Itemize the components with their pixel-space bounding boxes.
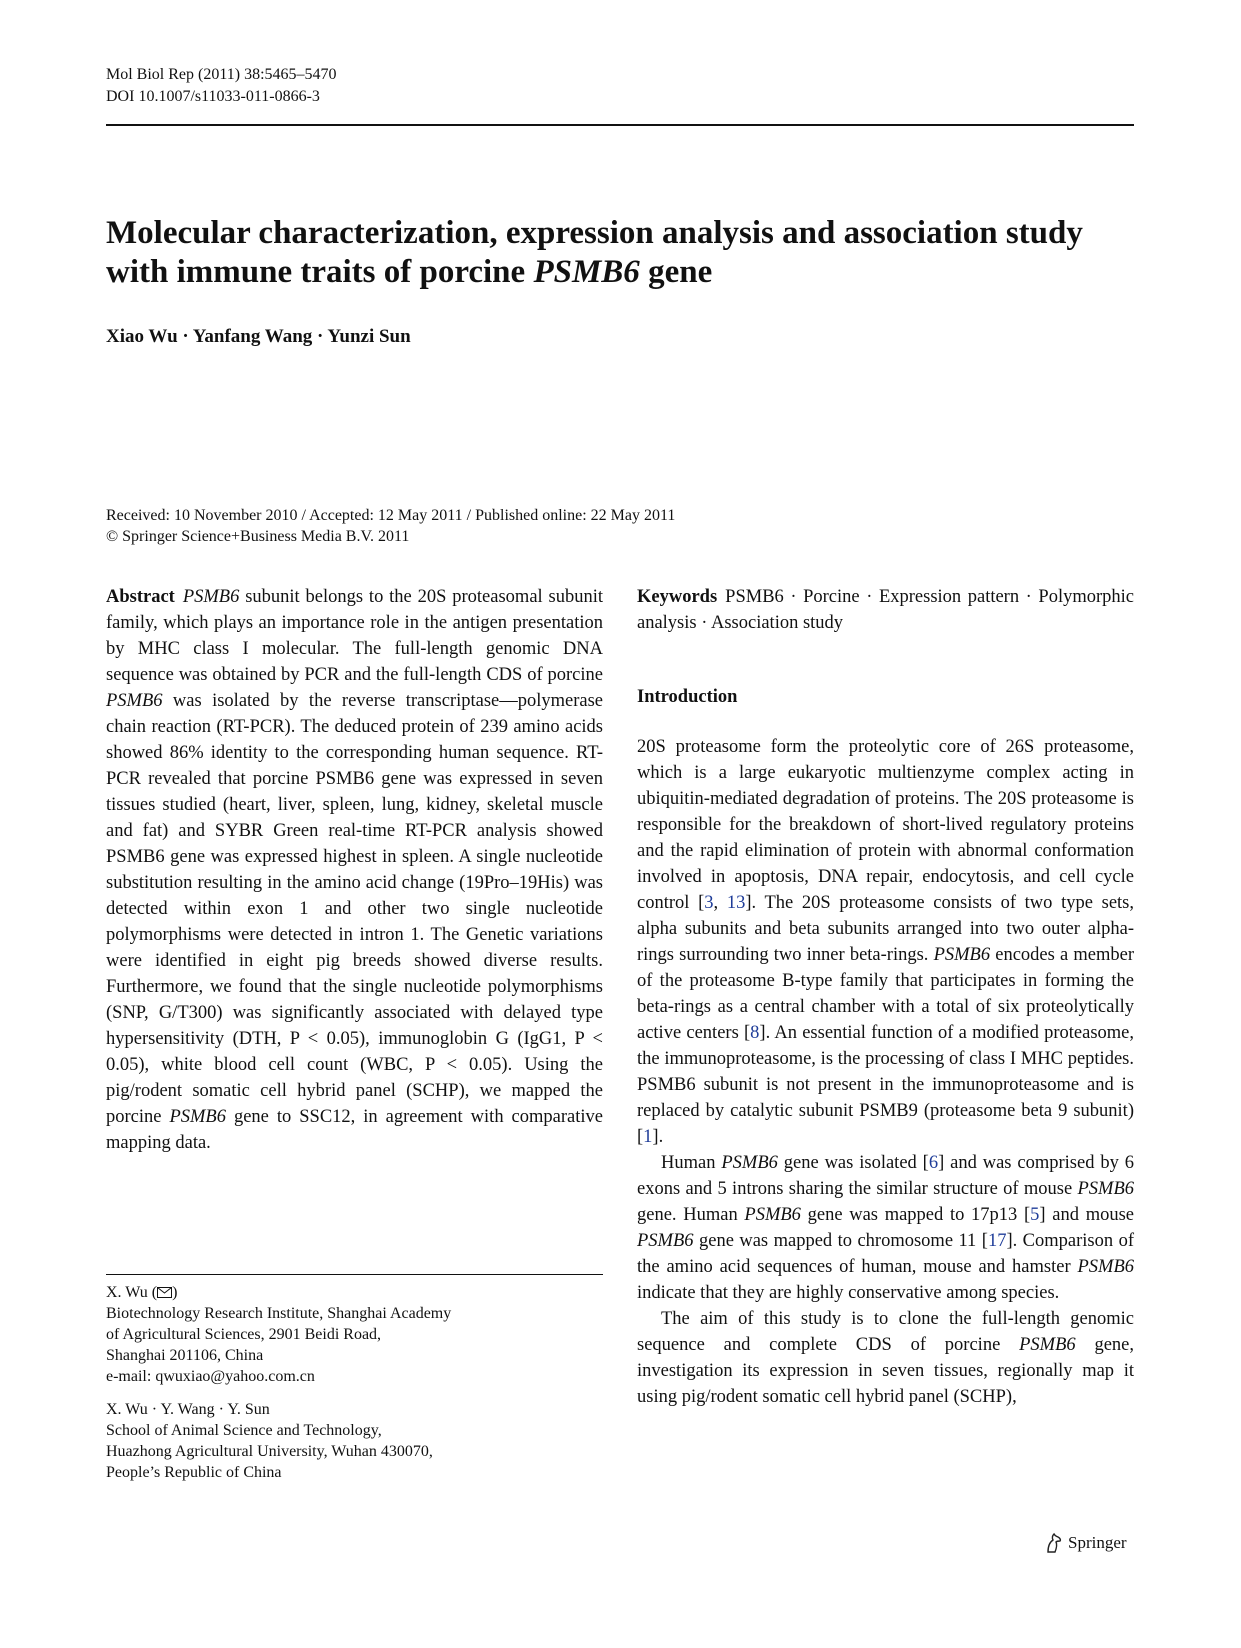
keywords: Keywords PSMB6 · Porcine · Expression pattern · Polymorphic analysis · Association study <box>637 587 1134 633</box>
history-dates: Received: 10 November 2010 / Accepted: 12 May 2011 / Published online: 22 May 2011 <box>106 507 676 524</box>
gene-name: PSMB6 <box>1077 1179 1134 1199</box>
copyright: © Springer Science+Business Media B.V. 2011 <box>106 528 410 545</box>
title-gene-name: PSMB6 <box>533 254 640 290</box>
gene-name: PSMB6 <box>1077 1257 1134 1277</box>
gene-name: PSMB6 <box>744 1205 801 1225</box>
right-column <box>637 584 1134 1410</box>
gene-name: PSMB6 <box>169 1107 226 1127</box>
header-rule <box>106 124 1134 126</box>
affiliations <box>106 1282 603 1495</box>
citation-link[interactable]: 8 <box>750 1023 760 1043</box>
abstract-label: Abstract <box>106 587 175 607</box>
publisher-footer <box>1044 1532 1127 1554</box>
intro-paragraph-1: 20S proteasome form the proteolytic core of 26S proteasome, which is a large eukaryotic multienzyme complex acting in ubiquitin-mediated degradation of proteins. The 20S proteasome is responsible for the breakdown of short-lived regulatory proteins and the rapid elimination of protein with abnormal conformation involved in apoptosis, DNA repair, endocytosis, and cell cycle control [3, 13]. The 20S proteasome consists of two type sets, alpha subunits and beta subunits arranged into two outer alpha-rings surrounding two inner beta-rings. PSMB6 encodes a member of the proteasome B-type family that participates in forming the beta-rings as a central chamber with a total of six proteolytically active centers [8]. An essential function of a modified proteasome, the immunoproteasome, is the processing of class I MHC peptides. PSMB6 subunit is not present in the immunoproteasome and is replaced by catalytic subunit PSMB9 (proteasome beta 9 subunit) [1]. <box>637 737 1135 1147</box>
citation-link[interactable]: 13 <box>726 893 746 913</box>
gene-name: PSMB6 <box>1019 1335 1076 1355</box>
paper-title: Molecular characterization, expression analysis and association study with immune traits of porcine PSMB6 gene <box>106 215 1083 290</box>
gene-name: PSMB6 <box>106 691 163 711</box>
gene-name: PSMB6 <box>182 587 240 607</box>
citation-link[interactable]: 1 <box>643 1127 653 1147</box>
journal-header <box>106 64 337 108</box>
gene-name: PSMB6 <box>933 945 991 965</box>
intro-paragraph-2: Human PSMB6 gene was isolated [6] and was comprised by 6 exons and 5 introns sharing the similar structure of mouse PSMB6 gene. Human PSMB6 gene was mapped to 17p13 [5] and mouse PSMB6 gene was mapped to chromosome 11 [17]. Comparison of the amino acid sequences of human, mouse and hamster PSMB6 indicate that they are highly conservative among species. <box>637 1153 1134 1303</box>
affiliation-1: X. Wu ( ) Biotechnology Research Institute, Shanghai Academy of Agricultural Sciences, 2901 Beidi Road, Shanghai 201106, China e-mail: qwuxiao@yahoo.com.cn <box>106 1282 603 1387</box>
intro-paragraph-3: The aim of this study is to clone the full-length genomic sequence and complete CDS of porcine PSMB6 gene, investigation its expression in seven tissues, regionally map it using pig/rodent somatic cell hybrid panel (SCHP), <box>637 1309 1134 1407</box>
footnote-rule <box>106 1274 603 1275</box>
springer-horse-icon <box>1044 1532 1064 1554</box>
abstract: Abstract PSMB6 subunit belongs to the 20S proteasomal subunit family, which plays an importance role in the antigen presentation by MHC class I molecular. The full-length genomic DNA sequence was obtained by PCR and the full-length CDS of porcine PSMB6 was isolated by the reverse transcriptase—polymerase chain reaction (RT-PCR). The deduced protein of 239 amino acids showed 86% identity to the corresponding human sequence. RT-PCR revealed that porcine PSMB6 gene was expressed in seven tissues studied (heart, liver, spleen, lung, kidney, skeletal muscle and fat) and SYBR Green real-time RT-PCR analysis showed PSMB6 gene was expressed highest in spleen. A single nucleotide substitution resulting in the amino acid change (19Pro–19His) was detected within exon 1 and other two single nucleotide polymorphisms were detected in intron 1. The Genetic variations were identified in eight pig breeds showed diverse results. Furthermore, we found that the single nucleotide polymorphisms (SNP, G/T300) was significantly associated with delayed type hypersensitivity (DTH, P < 0.05), immunoglobin G (IgG1, P < 0.05), white blood cell count (WBC, P < 0.05). Using the pig/rodent somatic cell hybrid panel (SCHP), we mapped the porcine PSMB6 gene to SSC12, in agreement with comparative mapping data. <box>106 587 603 1153</box>
affiliation-2: X. Wu · Y. Wang · Y. Sun School of Animal Science and Technology, Huazhong Agricultural University, Wuhan 430070, People’s Republic of China <box>106 1401 433 1481</box>
citation-link[interactable]: 5 <box>1030 1205 1040 1225</box>
publication-history <box>106 505 675 547</box>
publisher-name: Springer <box>1068 1533 1127 1552</box>
citation-link[interactable]: 6 <box>928 1153 939 1173</box>
doi[interactable]: DOI 10.1007/s11033-011-0866-3 <box>106 88 320 105</box>
citation-link[interactable]: 17 <box>987 1231 1007 1251</box>
keywords-label: Keywords <box>637 587 718 607</box>
journal-citation: Mol Biol Rep (2011) 38:5465–5470 <box>106 66 337 83</box>
section-heading-introduction: Introduction <box>637 687 738 707</box>
author-email[interactable]: e-mail: qwuxiao@yahoo.com.cn <box>106 1368 315 1385</box>
author-list: Xiao Wu · Yanfang Wang · Yunzi Sun <box>106 326 411 347</box>
gene-name: PSMB6 <box>721 1153 778 1173</box>
citation-link[interactable]: 3 <box>704 893 714 913</box>
gene-name: PSMB6 <box>637 1231 694 1251</box>
envelope-icon <box>157 1287 172 1298</box>
